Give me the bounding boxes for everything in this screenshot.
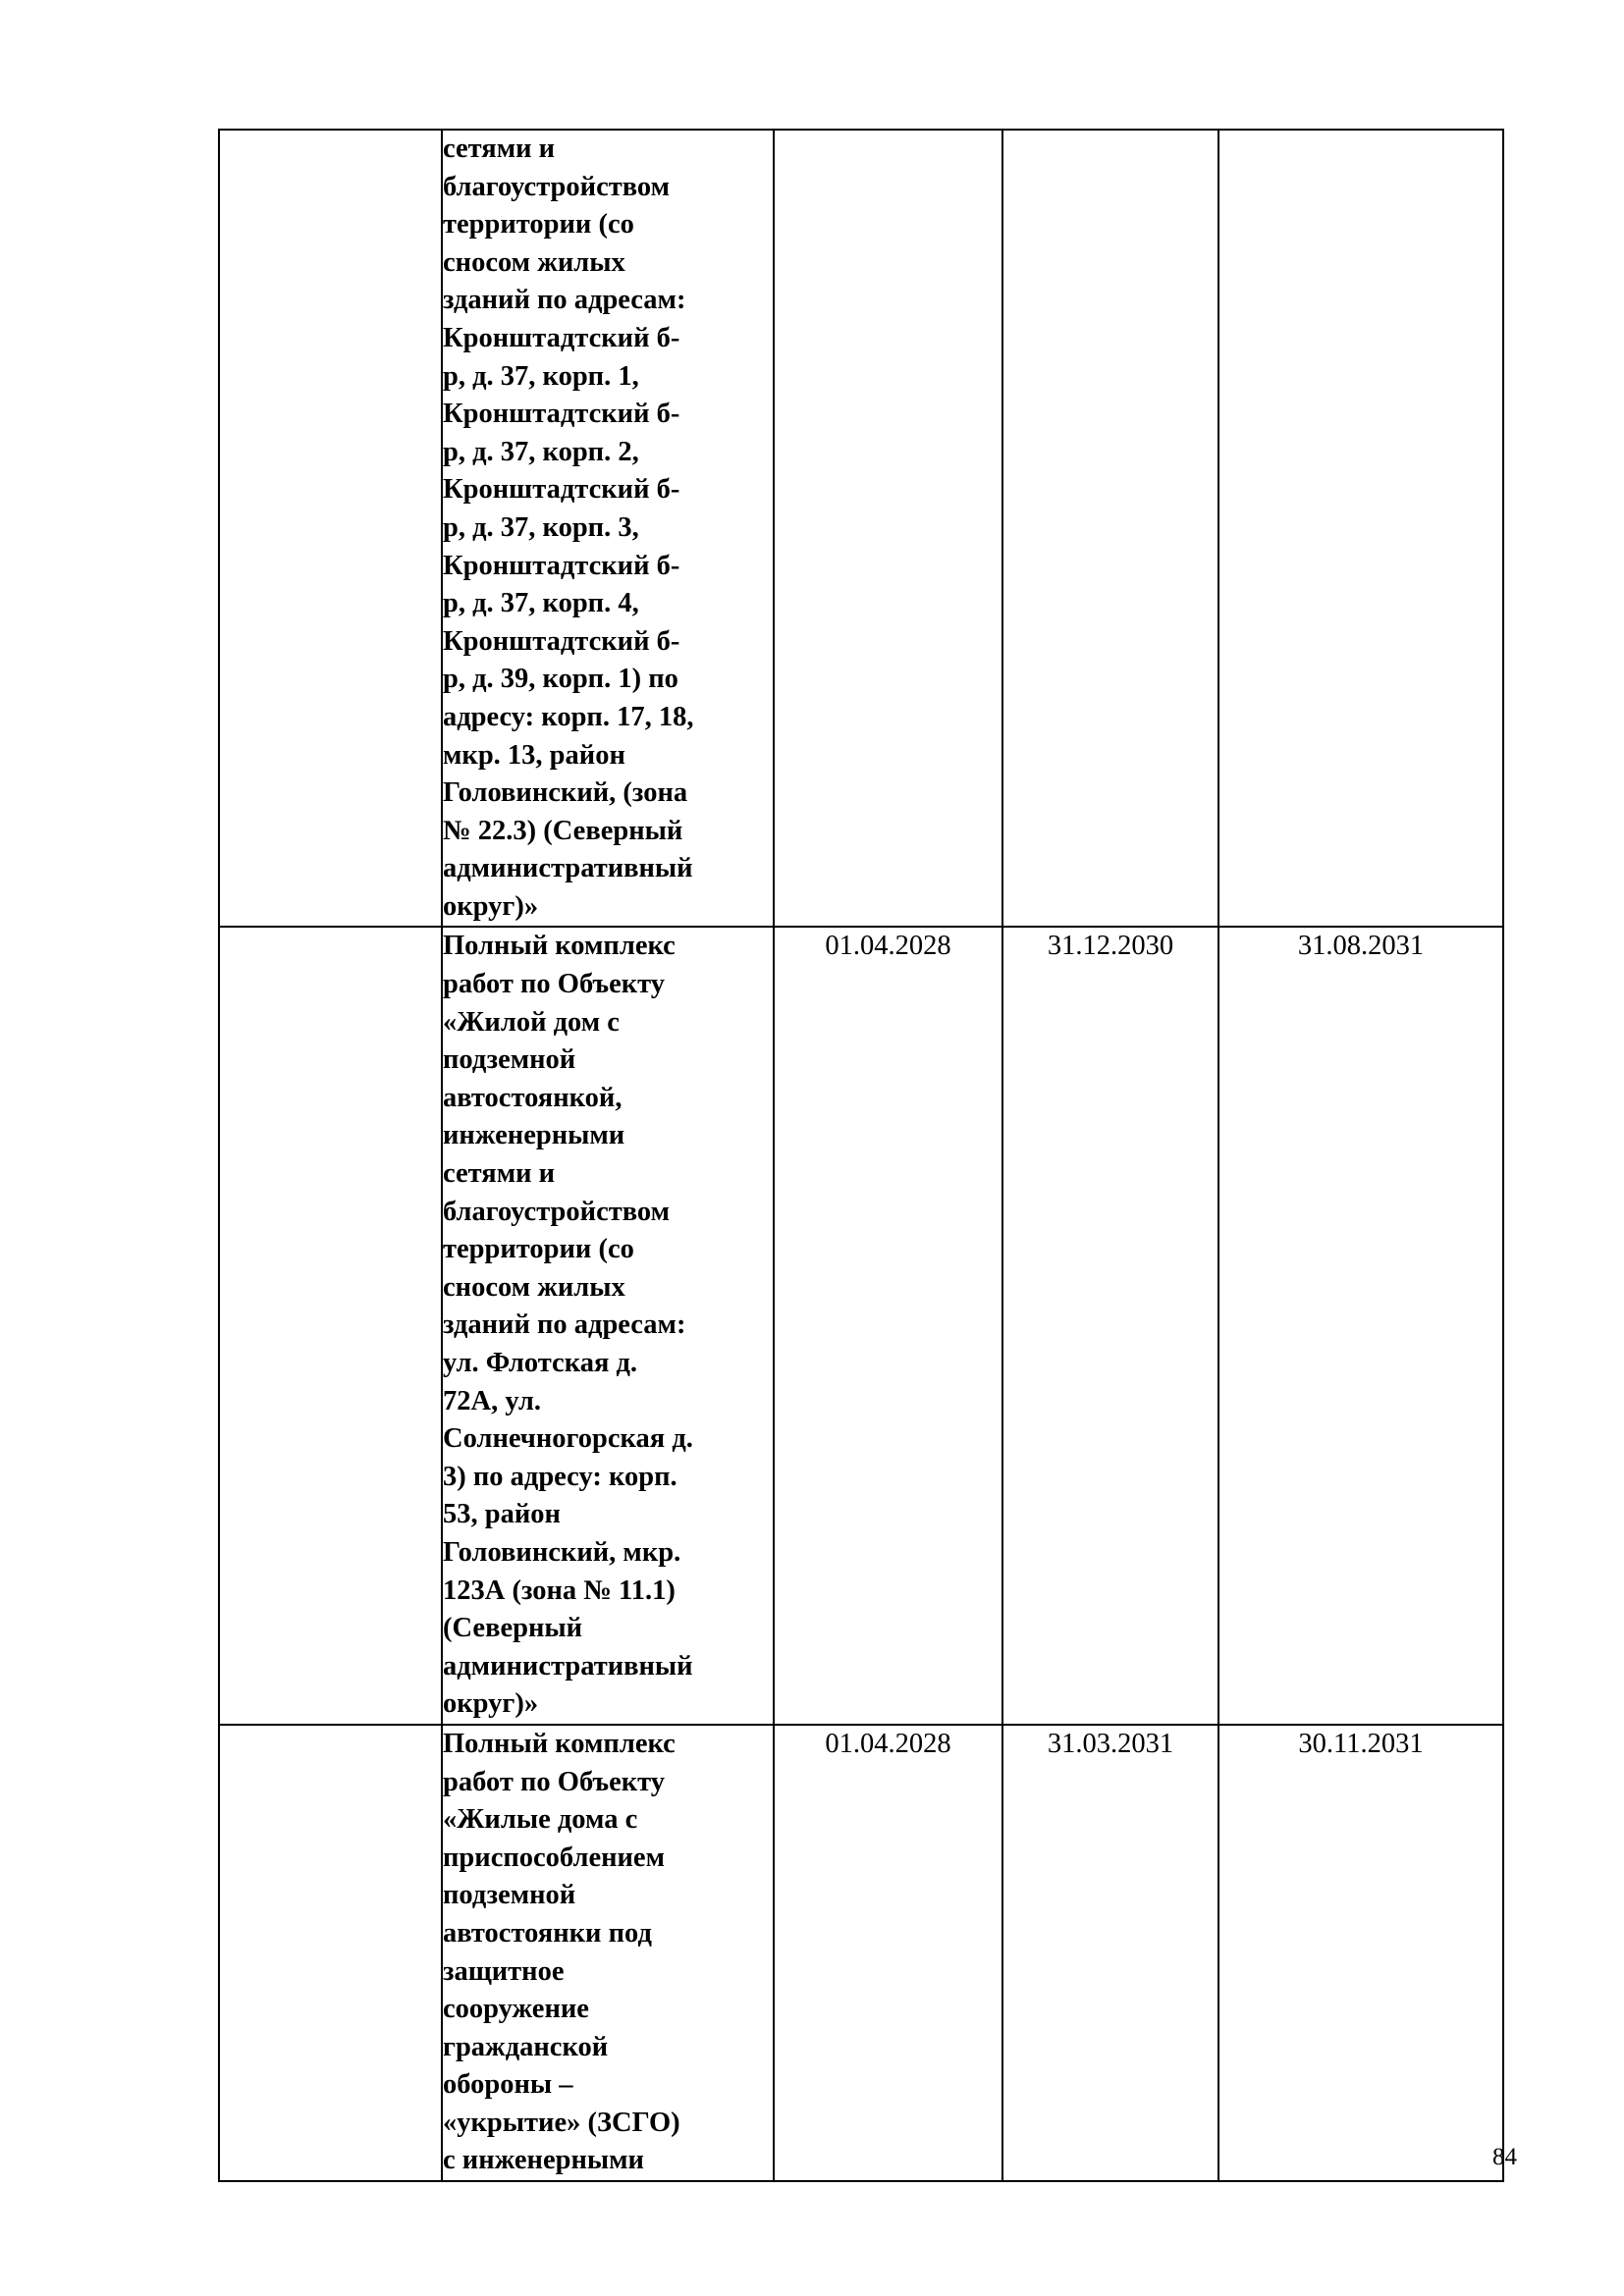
final-date-cell: 30.11.2031 — [1218, 1725, 1503, 2181]
start-date-cell — [774, 130, 1002, 927]
row-number-cell — [219, 130, 442, 927]
table-row — [219, 927, 1503, 1724]
final-date-cell — [1218, 130, 1503, 927]
final-date-cell: 31.08.2031 — [1218, 927, 1503, 1724]
object-description-cell: сетями и благоустройством территории (со сносом жилых зданий по адресам: Кронштадтский б- р, д. 37, корп. 1, Кронштадтский б- р, д. 37, корп. 2, Кронштадтский б- р, д. 37, корп. 3, Кронштадтский б- р, д. 37, корп. 4, Кронштадтский б- р, д. 39, корп. 1) по адресу: корп. 17, 18, мкр. 13, район Головинский, (зона № 22.3) (Северный административный округ)» — [442, 130, 774, 927]
table-row — [219, 130, 1503, 927]
end-date-cell: 31.12.2030 — [1002, 927, 1218, 1724]
object-description-cell: Полный комплекс работ по Объекту «Жилые дома с приспособлением подземной автостоянки под защитное сооружение гражданской обороны – «укрытие» (ЗСГО) с инженерными — [442, 1725, 774, 2181]
end-date-cell — [1002, 130, 1218, 927]
object-description-cell: Полный комплекс работ по Объекту «Жилой дом с подземной автостоянкой, инженерными сетями и благоустройством территории (со сносом жилых зданий по адресам: ул. Флотская д. 72А, ул. Солнечногорская д. 3) по адресу: корп. 53, район Головинский, мкр. 123А (зона № 11.1) (Северный административный округ)» — [442, 927, 774, 1724]
end-date-cell: 31.03.2031 — [1002, 1725, 1218, 2181]
page-number: 84 — [1492, 2144, 1517, 2170]
table-row — [219, 1725, 1503, 2181]
start-date-cell: 01.04.2028 — [774, 1725, 1002, 2181]
row-number-cell — [219, 927, 442, 1724]
start-date-cell: 01.04.2028 — [774, 927, 1002, 1724]
schedule-table — [218, 129, 1504, 2182]
row-number-cell — [219, 1725, 442, 2181]
